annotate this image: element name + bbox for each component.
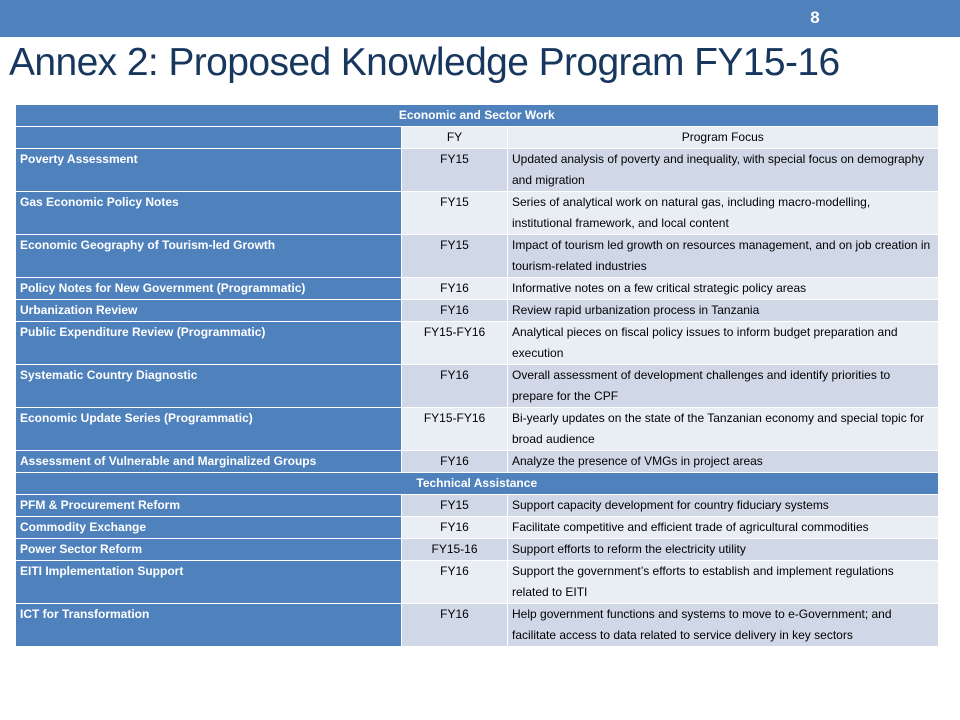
- program-fy: FY16: [402, 365, 508, 408]
- program-name: Gas Economic Policy Notes: [16, 192, 402, 235]
- program-fy: FY16: [402, 451, 508, 473]
- slide-title: Annex 2: Proposed Knowledge Program FY15-16: [9, 41, 840, 84]
- program-fy: FY15: [402, 149, 508, 192]
- program-name: Assessment of Vulnerable and Marginalized Groups: [16, 451, 402, 473]
- table-row: [16, 149, 938, 192]
- column-header-row: [16, 127, 938, 149]
- table-row: [16, 192, 938, 235]
- program-name: PFM & Procurement Reform: [16, 495, 402, 517]
- program-focus: Analytical pieces on fiscal policy issues to inform budget preparation and execution: [508, 322, 938, 365]
- program-name: Poverty Assessment: [16, 149, 402, 192]
- program-fy: FY15-16: [402, 539, 508, 561]
- table-row: [16, 365, 938, 408]
- header-program-focus: Program Focus: [508, 127, 938, 149]
- section-heading-esw: [16, 105, 938, 127]
- page-number: 8: [810, 8, 820, 27]
- program-name: Power Sector Reform: [16, 539, 402, 561]
- header-blank-cell: [16, 127, 402, 149]
- program-name: EITI Implementation Support: [16, 561, 402, 604]
- program-fy: FY15-FY16: [402, 322, 508, 365]
- program-focus: Impact of tourism led growth on resources management, and on job creation in tourism-related industries: [508, 235, 938, 278]
- program-name: Economic Geography of Tourism-led Growth: [16, 235, 402, 278]
- program-name: Commodity Exchange: [16, 517, 402, 539]
- program-focus: Analyze the presence of VMGs in project areas: [508, 451, 938, 473]
- table-row: [16, 235, 938, 278]
- section-heading-label: Economic and Sector Work: [16, 105, 938, 127]
- program-fy: FY16: [402, 561, 508, 604]
- program-fy: FY15: [402, 495, 508, 517]
- table-row: [16, 300, 938, 322]
- program-name: Economic Update Series (Programmatic): [16, 408, 402, 451]
- header-fy: FY: [402, 127, 508, 149]
- program-focus: Support the government’s efforts to establish and implement regulations related to EITI: [508, 561, 938, 604]
- program-fy: FY16: [402, 604, 508, 647]
- table-row: [16, 517, 938, 539]
- program-name: Urbanization Review: [16, 300, 402, 322]
- table-row: [16, 604, 938, 647]
- program-focus: Facilitate competitive and efficient trade of agricultural commodities: [508, 517, 938, 539]
- program-name: Systematic Country Diagnostic: [16, 365, 402, 408]
- program-focus: Support efforts to reform the electricity utility: [508, 539, 938, 561]
- program-name: ICT for Transformation: [16, 604, 402, 647]
- knowledge-program-table: [15, 104, 938, 646]
- table-row: [16, 451, 938, 473]
- table-row: [16, 561, 938, 604]
- program-focus: Informative notes on a few critical strategic policy areas: [508, 278, 938, 300]
- program-focus: Support capacity development for country fiduciary systems: [508, 495, 938, 517]
- program-fy: FY15: [402, 192, 508, 235]
- program-focus: Bi-yearly updates on the state of the Tanzanian economy and special topic for broad audience: [508, 408, 938, 451]
- program-focus: Updated analysis of poverty and inequality, with special focus on demography and migration: [508, 149, 938, 192]
- table-row: [16, 322, 938, 365]
- program-focus: Help government functions and systems to move to e-Government; and facilitate access to data related to service delivery in key sectors: [508, 604, 938, 647]
- program-name: Public Expenditure Review (Programmatic): [16, 322, 402, 365]
- program-fy: FY15-FY16: [402, 408, 508, 451]
- program-focus: Review rapid urbanization process in Tanzania: [508, 300, 938, 322]
- table-row: [16, 539, 938, 561]
- section-heading-ta: [16, 473, 938, 495]
- program-fy: FY16: [402, 517, 508, 539]
- section-heading-label: Technical Assistance: [16, 473, 938, 495]
- table-row: [16, 495, 938, 517]
- program-fy: FY16: [402, 278, 508, 300]
- program-fy: FY15: [402, 235, 508, 278]
- table-row: [16, 278, 938, 300]
- program-name: Policy Notes for New Government (Programmatic): [16, 278, 402, 300]
- program-focus: Series of analytical work on natural gas, including macro-modelling, institutional framework, and local content: [508, 192, 938, 235]
- program-focus: Overall assessment of development challenges and identify priorities to prepare for the CPF: [508, 365, 938, 408]
- table-row: [16, 408, 938, 451]
- program-fy: FY16: [402, 300, 508, 322]
